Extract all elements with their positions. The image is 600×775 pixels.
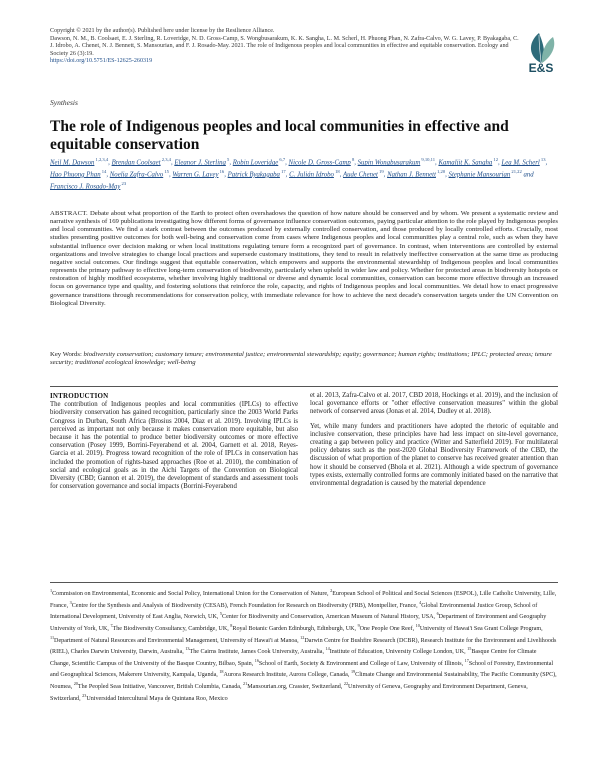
author-link[interactable]: Eleanor J. Sterling [174, 159, 226, 167]
footnote-number: 23 [82, 692, 87, 698]
footnote-number: 16 [254, 657, 259, 663]
logo-text: E&S [528, 61, 554, 75]
author-link[interactable]: Lea M. Scherl [501, 159, 540, 167]
footnote-number: 21 [243, 681, 248, 686]
footnote-text: Center for Biodiversity and Conservation, American Museum of Natural History, USA, [222, 614, 437, 621]
keywords-label: Key Words: [50, 351, 82, 358]
footnote-text: School of Forestry, Environmental and Geographical Sciences, Makerere University, Kampala, Uganda, [50, 660, 554, 679]
footnote-text: European School of Political and Social Sciences (ESPOL), Lille Catholic University, Lille, France, [50, 591, 557, 609]
author-affiliation-marker: 19 [377, 168, 384, 174]
author-affiliation-marker: 9,10,11 [420, 157, 436, 162]
author-affiliation-marker: 2,3,4 [160, 157, 171, 162]
footnote-text: Centre for the Synthesis and Analysis of Biodiversity (CESAB), French Foundation for Research on Biodiversity (FRB), Montpellier, France, [71, 602, 420, 609]
article-type: Synthesis [50, 98, 78, 107]
footnote-text: Institute of Education, University College London, UK, [329, 649, 468, 656]
footnote-number: 13 [185, 646, 190, 652]
author-link[interactable]: Stephanie Mansourian [448, 171, 511, 179]
divider-footnotes [50, 582, 558, 583]
footnote-text: Universidad Intercultural Maya de Quintana Roo, Mexico [86, 695, 228, 702]
abstract-label: ABSTRACT. [50, 210, 88, 217]
author-separator: , [224, 171, 228, 179]
author-link[interactable]: Nicole D. Gross-Camp [288, 159, 351, 167]
citation-header [50, 28, 520, 66]
affiliation-footnotes [50, 587, 558, 703]
footnote-text: Aurora Research Institute, Aurora College, Canada, [223, 672, 351, 679]
author-affiliation-marker: 13 [539, 157, 546, 162]
footnote-number: 8 [230, 622, 233, 628]
footnote-number: 14 [325, 646, 330, 652]
citation-text [50, 36, 520, 66]
author-affiliation-marker: 23 [120, 180, 127, 186]
footnote-number: 5 [219, 611, 223, 617]
author-link[interactable]: Aude Chenet [342, 171, 378, 179]
author-separator: , [229, 159, 233, 167]
body-paragraph: The contribution of Indigenous peoples and local communities (IPLCs) to effective biodiversity conservation has gained recognition, particularly since the 2003 World Parks Congress in Durban, South Africa (Brosius 2004, Diaz et al. 2019). Involving IPLCs is perceived as important not only because it makes conservation more equitable, but also because it has the potential to produce better biodiversity outcomes or more effective conservation (Posey 1999, Borrini-Feyerabend et al. 2004, Garnett et al. 2018, Reyes-Garcia et al. 2019). Progress toward recognition of the role of IPLCs in conservation has included the promotion of rights-based approaches (Roe et al. 2010), the combination of social and ecological goals as in the Aichi Targets of the Convention on Biological Diversity (CBD; Gannon et al. 2019), the development of standards and assessment tools for conservation governance and social impacts (Borrini-Feyerabend [50, 401, 298, 491]
author-affiliation-marker: 17 [279, 168, 286, 174]
body-paragraph: Yet, while many funders and practitioners have adopted the rhetoric of equitable and inclusive conservation, these principles have had less impact on site-level governance, creating a gap between policy and practice (Witter and Satterfield 2019). For multilateral policy debates such as the post-2020 Global Biodiversity Framework of the CBD, the discussion of what proportion of the planet to conserve has received greater attention than how it should be conserved (Bhola et al. 2021). Although a wide spectrum of governance types exists, externally controlled forms are commonly initiated based on the narrative that environmental degradation is caused by the material dependence [310, 422, 558, 488]
footnote-number: 15 [467, 646, 472, 652]
author-separator: , [339, 171, 343, 179]
citation-body: Dawson, N. M., B. Coolsaet, E. J. Sterling, R. Loveridge, N. D. Gross-Camp, S. Wongbusarakum, K. K. Sangha, L. M. Scherl, H. Phuong Phan, N. Zafra-Calvo, W. G. Lavey, P. Byakagaba, C. J. Idrobo, A. Chenet, N. J. Bennett, S. Mansourian, and F. J. Rosado-May. 2021. The role of Indigenous peoples and local communities in effective and equitable conservation. Ecology and Society 26 (3):19. [50, 35, 519, 57]
author-separator: , [445, 171, 449, 179]
footnote-number: 9 [357, 622, 360, 628]
journal-logo [521, 31, 561, 77]
abstract-text: Debate about what proportion of the Earth to protect often overshadows the question of how nature should be conserved and by whom. We present a systematic review and narrative synthesis of 169 publications investigating how different forms of governance influence conservation outcomes, paying particular attention to the role played by Indigenous peoples and local communities. We find a stark contrast between the outcomes produced by externally controlled conservation, and those produced by locally controlled efforts. Crucially, most studies presenting positive outcomes for both well-being and conservation come from cases where Indigenous peoples and local communities play a central role, such as when they have substantial influence over decision making or when local institutions regulating tenure form a recognized part of governance. In contrast, when interventions are controlled by external organizations and involve strategies to change local practices and supersede customary institutions, they tend to result in relatively ineffective conservation at the same time as producing negative social outcomes. Our findings suggest that equitable conservation, which empowers and supports the environmental stewardship of Indigenous peoples and local communities represents the primary pathway to effective long-term conservation of biodiversity, particularly when upheld in wider law and policy. Whether for protected areas in biodiversity hotspots or restoration of highly modified ecosystems, whether involving highly traditional or diverse and dynamic local communities, conservation can become more effective through an increased focus on governance type and quality, and fostering solutions that reinforce the role, capacity, and rights of Indigenous peoples and local communities. We detail how to enact progressive governance transitions through recommendations for conservation policy, with immediate relevance for how to achieve the next decade's conservation targets under the UN Convention on Biological Diversity. [50, 210, 558, 307]
author-affiliation-marker: 1,2,3,4 [94, 157, 109, 162]
body-paragraph: et al. 2013, Zafra-Calvo et al. 2017, CBD 2018, Hockings et al. 2019), and the inclusion of local governance efforts or "other effective conservation measures" within the global network of conserved areas (Jonas et al. 2014, Dudley et al. 2018). [310, 392, 558, 416]
author-affiliation-marker: 16 [218, 168, 225, 174]
author-affiliation-marker: 14 [100, 168, 107, 174]
footnote-text: Climate Change and Environmental Sustainability, The Pacific Community (SPC), Noumea, [50, 672, 557, 691]
footnote-text: Basque Centre for Climate Change, Scientific Campus of the University of the Basque Country, Bilbao, Spain, [50, 649, 537, 667]
footnote-number: 7 [110, 622, 113, 628]
author-link[interactable]: C. Julián Idrobo [289, 171, 334, 179]
footnote-text: Department of Environment and Geography University of York, UK, [50, 614, 547, 632]
author-affiliation-marker: 18 [333, 168, 340, 174]
author-affiliation-marker: 8 [350, 157, 355, 162]
footnote-number: 6 [436, 611, 439, 617]
author-affiliation-marker: 12 [492, 157, 499, 162]
section-heading-introduction: INTRODUCTION [50, 392, 109, 400]
author-separator: , [285, 171, 290, 179]
author-affiliation-marker: 6,7 [278, 157, 286, 162]
author-affiliation-marker: 1,20 [435, 168, 446, 174]
footnote-number: 20 [73, 681, 78, 686]
author-conjunction: and [521, 171, 534, 179]
doi-link[interactable]: https://doi.org/10.5751/ES-12625-260319 [50, 58, 153, 65]
footnote-number: 11 [50, 634, 55, 640]
author-separator: , [170, 159, 175, 167]
keywords-text: biodiversity conservation; customary tenure; environmental justice; environmental stewardship; equity; governance; human rights; institutions; IPLC; protected areas; tenure security; traditional ecological knowledge; well-being [50, 351, 552, 367]
divider-top [50, 386, 558, 387]
author-separator: , [354, 159, 358, 167]
author-separator: , [498, 159, 502, 167]
keywords [50, 351, 558, 367]
footnote-number: 10 [415, 622, 420, 628]
author-link[interactable]: Robin Loveridge [232, 159, 279, 167]
footnote-number: 4 [419, 599, 422, 605]
footnote-number: 17 [464, 657, 469, 663]
footnote-text: The Peopled Seas Initiative, Vancouver, British Columbia, Canada, [77, 684, 244, 691]
footnote-text: University of Geneva, Geography and Environment Department, Geneva, Switzerland, [50, 684, 528, 702]
author-link[interactable]: Neil M. Dawson [50, 159, 95, 167]
footnote-text: University of Hawai'i Sea Grant College Program, [419, 625, 543, 632]
author-link[interactable]: Nathan J. Bennett [387, 171, 436, 179]
author-separator: , [383, 171, 388, 179]
footnote-text: School of Earth, Society & Environment and College of Law, University of Illinois, [258, 660, 465, 667]
footnote-number: 18 [219, 669, 224, 675]
footnote-text: The Biodiversity Consultancy, Cambridge, UK, [112, 625, 231, 632]
author-separator: , [285, 159, 289, 167]
footnote-text: Royal Botanic Garden Edinburgh, Edinburgh, UK, [232, 625, 358, 632]
footnote-number: 22 [343, 681, 349, 686]
abstract [50, 210, 558, 308]
footnote-text: Darwin Centre for Bushfire Research (DCBR), Research Institute for the Environment and Livelihoods (RIEL), Charles Darwin University, Darwin, Australia, [50, 637, 557, 656]
footnote-number: 1 [50, 588, 53, 593]
footnote-text: Department of Natural Resources and Environmental Management, University of Hawai'i at Manoa, [54, 637, 301, 644]
author-link[interactable]: Hao Phuong Phan [50, 171, 101, 179]
author-link[interactable]: Brendan Coolsaet [111, 159, 161, 167]
author-link[interactable]: Francisco J. Rosado-May [50, 182, 121, 190]
footnote-text: Mansourian.org, Crassier, Switzerland, [247, 684, 344, 691]
author-separator: , [545, 159, 548, 167]
footnote-number: 2 [330, 588, 333, 593]
body-column-left [50, 392, 298, 497]
body-column-right [310, 392, 558, 494]
author-affiliation-marker: 5 [225, 157, 230, 162]
article-title: The role of Indigenous peoples and local communities in effective and equitable conservation [50, 118, 509, 153]
author-link[interactable]: Noelia Zafra-Calvo [109, 171, 164, 179]
footnote-text: The Cairns Institute, James Cook University, Australia, [189, 649, 326, 656]
footnote-text: Global Environmental Justice Group, School of International Development, University of East Anglia, Norwich, UK, [50, 602, 538, 621]
author-affiliation-marker: 15 [163, 168, 169, 174]
copyright-line: Copyright © 2021 by the author(s). Published here under license by the Resilience Alliance. [50, 28, 275, 34]
author-separator: , [435, 159, 439, 167]
footnote-text: Commission on Environmental, Economic and Social Policy, International Union for the Conservation of Nature, [52, 591, 331, 598]
author-link[interactable]: Warren G. Lavey [172, 171, 219, 179]
author-list [50, 156, 555, 192]
author-separator: , [106, 171, 110, 179]
author-link[interactable]: Supin Wongbusarakum [357, 159, 421, 167]
footnote-number: 19 [350, 669, 356, 675]
author-affiliation-marker: 21,22 [510, 168, 522, 174]
author-link[interactable]: Kamaljit K. Sangha [438, 159, 493, 167]
author-separator: , [168, 171, 173, 179]
footnote-text: One People One Reef, [359, 625, 416, 632]
footnote-number: 3 [69, 599, 72, 605]
author-separator: , [108, 159, 112, 167]
leaf-logo-icon [521, 31, 561, 65]
footnote-number: 12 [300, 634, 305, 640]
author-link[interactable]: Patrick Byakagaba [227, 171, 280, 179]
